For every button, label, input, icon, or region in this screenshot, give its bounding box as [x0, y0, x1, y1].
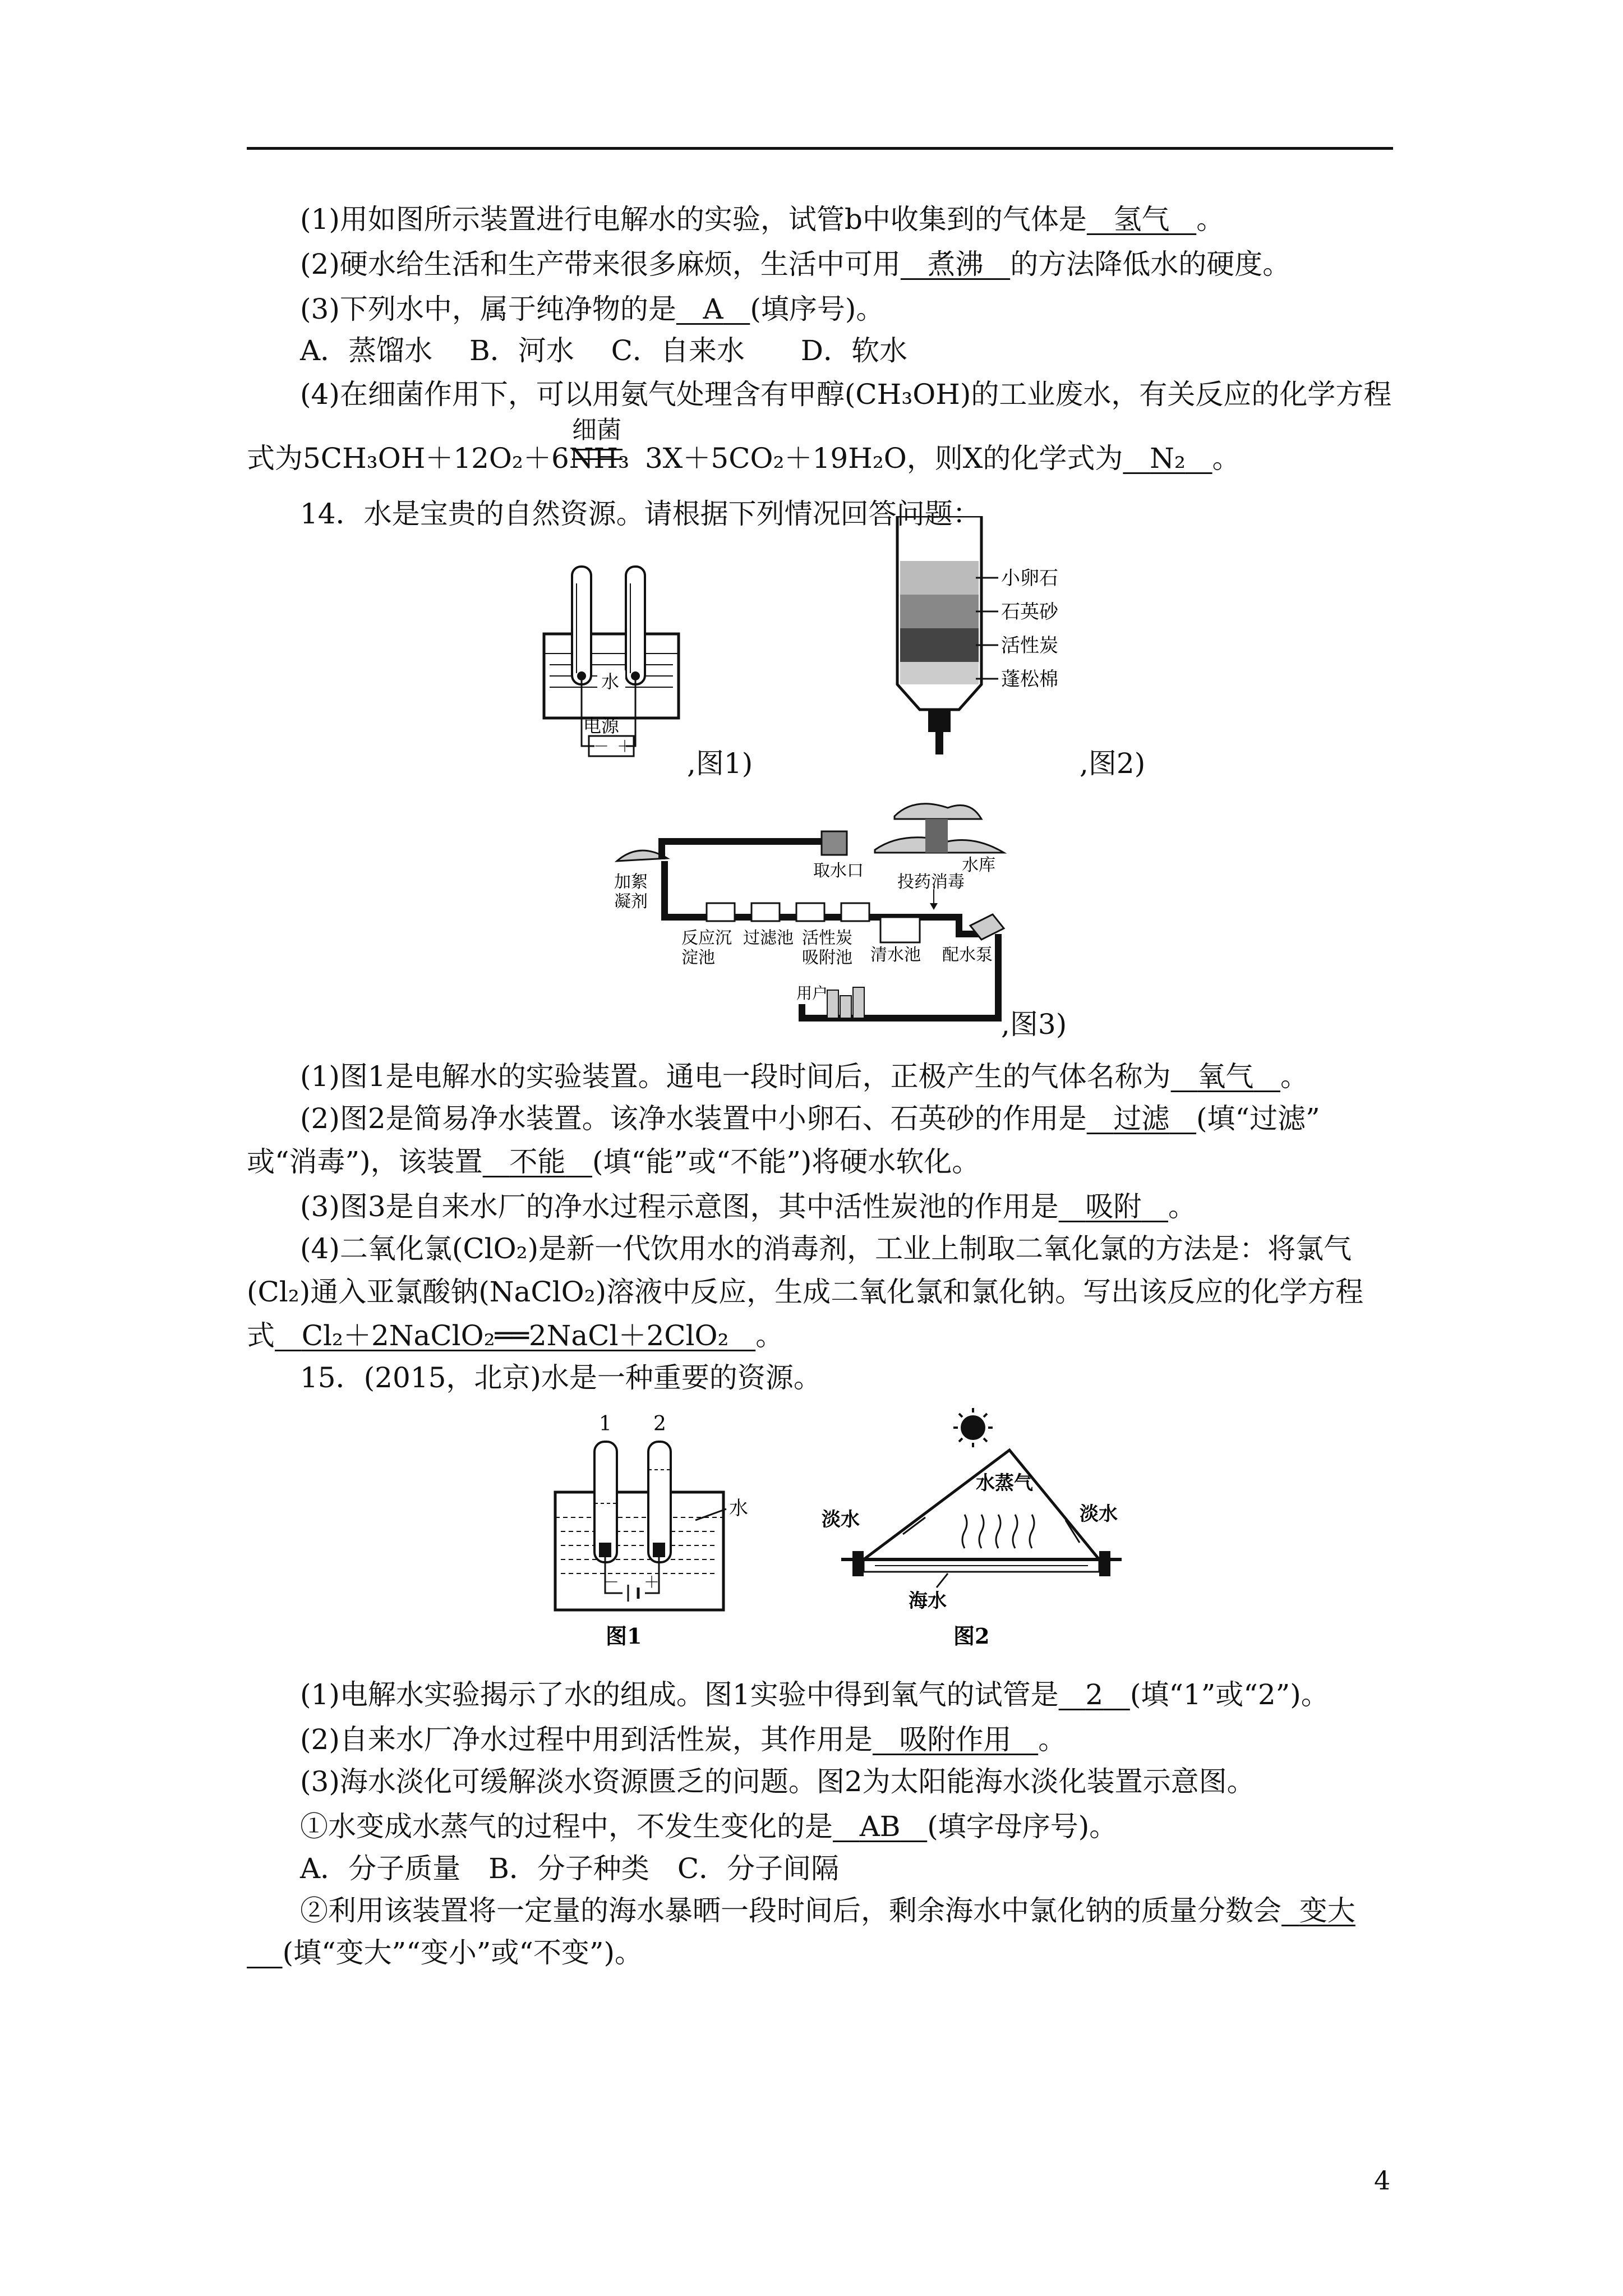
tube-1-label: 1	[599, 1412, 612, 1435]
q13-part4-line2b: 3X＋5CO₂＋19H₂O，则X的化学式为 N₂ 。	[645, 442, 1241, 475]
vapor-label: 水蒸气	[976, 1472, 1033, 1494]
q15-title: 15．(2015，北京)水是一种重要的资源。	[300, 1361, 822, 1394]
q14-part2-line2: 或“消毒”)，该装置 不能 (填“能”或“不能”)将硬水软化。	[247, 1145, 980, 1178]
intake-label: 取水口	[813, 861, 864, 881]
carbon-label-2: 吸附池	[802, 948, 852, 968]
sedimentation-label-1: 反应沉	[681, 928, 732, 948]
q14-figure3-water-plant	[611, 797, 1015, 1032]
q15-part2: (2)自来水厂净水过程中用到活性炭，其作用是 吸附作用 。	[300, 1723, 1067, 1756]
q14-part3: (3)图3是自来水厂的净水过程示意图，其中活性炭池的作用是 吸附 。	[300, 1190, 1197, 1223]
q15-figure2-desalination	[819, 1408, 1133, 1655]
q15-options: A．分子质量 B．分子种类 C．分子间隔	[300, 1852, 840, 1885]
answer-blank: Cl₂＋2NaClO₂══2NaCl＋2ClO₂	[301, 1319, 729, 1352]
q14-figure3-caption: ,图3)	[1001, 1008, 1067, 1041]
q14-figure2-caption: ,图2)	[1080, 747, 1146, 780]
q13-part3: (3)下列水中，属于纯净物的是 A (填序号)。	[300, 293, 884, 325]
q15-figure1-electrolysis	[550, 1408, 774, 1655]
answer-blank: 氢气	[1113, 203, 1170, 236]
layer-quartz-sand: 石英砂	[1001, 601, 1058, 623]
q14-figure1-electrolysis	[527, 561, 695, 774]
answer-blank: 吸附	[1085, 1190, 1142, 1223]
plus-sign: ＋	[644, 1573, 660, 1591]
water-label: 水	[729, 1497, 748, 1520]
layer-pebbles: 小卵石	[1001, 567, 1058, 590]
dosing-label: 投药消毒	[897, 872, 965, 892]
q15-part3b-line1: ②利用该装置将一定量的海水暴晒一段时间后，剩余海水中氯化钠的质量分数会 变大	[300, 1894, 1355, 1927]
q14-part1: (1)图1是电解水的实验装置。通电一段时间后，正极产生的气体名称为 氧气 。	[300, 1060, 1309, 1093]
layer-activated-carbon: 活性炭	[1001, 634, 1058, 657]
answer-blank-tail	[247, 1936, 283, 1969]
figure2-caption: 图2	[953, 1623, 990, 1649]
coagulant-label-2: 凝剂	[614, 892, 648, 912]
header-rule	[247, 147, 1393, 150]
answer-blank: A	[703, 293, 723, 325]
q14-part4-line3: 式 Cl₂＋2NaClO₂══2NaCl＋2ClO₂ 。	[247, 1319, 784, 1352]
q15-part3a: ①水变成水蒸气的过程中，不发生变化的是 AB (填字母序号)。	[300, 1810, 1118, 1843]
filter-label: 过滤池	[743, 928, 794, 948]
q13-part1: (1)用如图所示装置进行电解水的实验，试管b中收集到的气体是 氢气 。	[300, 203, 1225, 236]
answer-blank: 变大	[1299, 1894, 1355, 1927]
reaction-condition: 细菌	[572, 416, 621, 444]
q15-part1: (1)电解水实验揭示了水的组成。图1实验中得到氧气的试管是 2 (填“1”或“2”)。	[300, 1678, 1329, 1711]
carbon-label-1: 活性炭	[802, 928, 852, 948]
q13-options: A．蒸馏水 B．河水 C．自来水 D．软水	[300, 334, 907, 367]
page-number: 4	[1374, 2165, 1391, 2196]
pump-label: 配水泵	[942, 945, 993, 965]
user-label: 用户	[796, 984, 828, 1002]
figure1-caption: 图1	[606, 1623, 642, 1649]
fresh-water-left-label: 淡水	[822, 1508, 860, 1531]
sedimentation-label-2: 淀池	[681, 948, 715, 968]
minus-sign: －	[593, 737, 610, 756]
q14-part4-line2: (Cl₂)通入亚氯酸钠(NaClO₂)溶液中反应，生成二氧化氯和氯化钠。写出该反应的化学方程	[247, 1276, 1364, 1308]
answer-blank: 吸附作用	[899, 1723, 1012, 1756]
q15-part3b-line2: (填“变大”“变小”或“不变”)。	[247, 1935, 643, 1970]
minus-sign: －	[603, 1573, 620, 1591]
fresh-water-right-label: 淡水	[1080, 1503, 1118, 1525]
q13-part4-line1: (4)在细菌作用下，可以用氨气处理含有甲醇(CH₃OH)的工业废水，有关反应的化学方程	[300, 378, 1392, 411]
answer-blank: N₂	[1150, 442, 1186, 475]
sea-water-label: 海水	[909, 1590, 947, 1612]
layer-cotton: 蓬松棉	[1001, 668, 1058, 691]
plus-sign: ＋	[617, 737, 633, 756]
q15-part3: (3)海水淡化可缓解淡水资源匮乏的问题。图2为太阳能海水淡化装置示意图。	[300, 1765, 1255, 1798]
tube-2-label: 2	[653, 1412, 666, 1435]
q14-figure2-purifier	[886, 516, 1138, 774]
q14-part4-line1: (4)二氧化氯(ClO₂)是新一代饮用水的消毒剂，工业上制取二氧化氯的方法是：将氯气	[300, 1232, 1352, 1265]
answer-blank: 过滤	[1113, 1102, 1170, 1135]
q14-title: 14．水是宝贵的自然资源。请根据下列情况回答问题：	[300, 498, 981, 530]
reservoir-label: 水库	[962, 855, 995, 875]
answer-blank: AB	[859, 1810, 901, 1843]
answer-blank: 煮沸	[927, 248, 984, 280]
coagulant-label-1: 加絮	[614, 872, 648, 892]
answer-blank: 氧气	[1197, 1060, 1254, 1093]
water-label: 水	[601, 671, 620, 692]
clear-water-label: 清水池	[870, 945, 921, 965]
answer-blank: 不能	[509, 1145, 566, 1178]
q14-part2-line1: (2)图2是简易净水装置。该净水装置中小卵石、石英砂的作用是 过滤 (填“过滤”	[300, 1102, 1320, 1135]
q13-part4-line2: 式为5CH₃OH＋12O₂＋6NH₃	[247, 442, 630, 475]
q13-part2: (2)硬水给生活和生产带来很多麻烦，生活中可用 煮沸 的方法降低水的硬度。	[300, 248, 1291, 280]
answer-blank: 2	[1085, 1678, 1104, 1711]
power-label: 电源	[583, 715, 620, 737]
q14-figure1-caption: ,图1)	[687, 747, 753, 780]
